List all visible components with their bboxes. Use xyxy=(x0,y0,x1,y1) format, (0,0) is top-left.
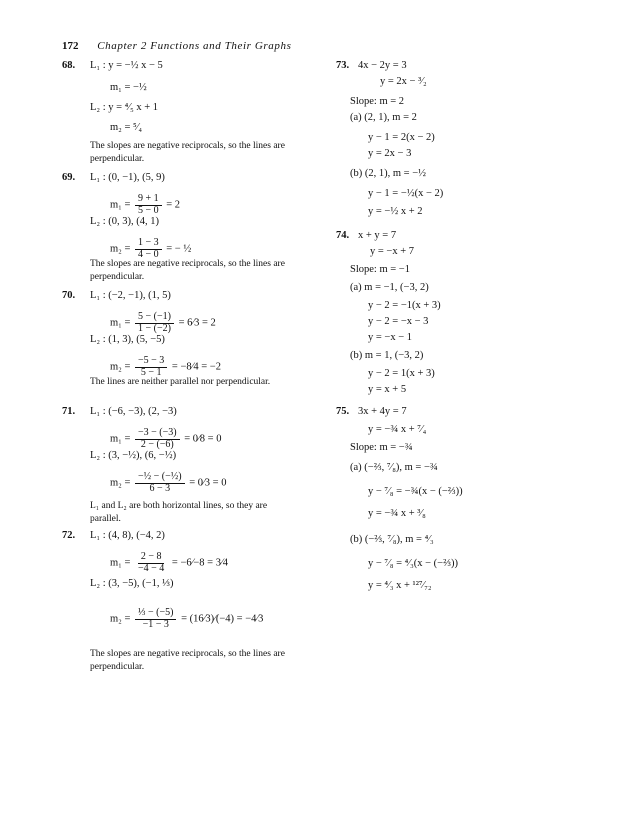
math-line: m₁ = $\frac{5 - (-1)}{1 - (-2)}$ = 6⁄3 = 2 xyxy=(110,311,216,334)
math-line: y − 1 = 2(x − 2) xyxy=(368,132,435,143)
conclusion-text: The slopes are negative reciprocals, so the lines are perpendicular. xyxy=(90,649,285,672)
math-line: L₁ : y = −½ x − 5 xyxy=(90,60,163,71)
math-line: y − 2 = 1(x + 3) xyxy=(368,368,435,379)
math-line: y = −¾ x + ⁷⁄₄ xyxy=(368,424,427,435)
math-line: y − ⁷⁄₈ = −¾(x − (−⅔)) xyxy=(368,486,463,497)
fraction: $\frac{\text{−½ − (−½)}}{6 - 3}$ xyxy=(135,472,185,494)
math-line: m₂ = $\frac{1 - 3}{4 - 0}$ = − ½ xyxy=(110,237,192,260)
fraction: $\frac{5 - (-1)}{1 - (-2)}$ xyxy=(135,312,174,334)
math-line: y − 1 = −½(x − 2) xyxy=(368,188,444,199)
math-line: y − 2 = −x − 3 xyxy=(368,316,429,327)
math-line: 3x + 4y = 7 xyxy=(358,406,407,417)
math-line: L₁ : (0, −1), (5, 9) xyxy=(90,172,165,183)
math-line: L₁ : (−2, −1), (1, 5) xyxy=(90,290,171,301)
math-line: L₂ : (3, −½), (6, −½) xyxy=(90,450,177,461)
math-line: y = ⁴⁄₃ x + ¹²⁷⁄₇₂ xyxy=(368,580,432,591)
left-problem-number: 68. xyxy=(62,60,76,71)
math-line: (b) m = 1, (−3, 2) xyxy=(350,350,424,361)
right-problem-number: 74. xyxy=(336,230,350,241)
conclusion-text: The slopes are negative reciprocals, so the lines are perpendicular. xyxy=(90,141,285,164)
math-line: L₂ : (3, −5), (−1, ⅓) xyxy=(90,578,174,589)
math-line: (a) (−⅔, ⁷⁄₈), m = −¾ xyxy=(350,462,438,473)
math-line: m₁ = −½ xyxy=(110,82,147,93)
math-line: y = −x + 7 xyxy=(370,246,415,257)
math-line: (b) (−⅔, ⁷⁄₈), m = ⁴⁄₃ xyxy=(350,534,434,545)
math-line: x + y = 7 xyxy=(358,230,397,241)
math-line: m₁ = $\frac{9 + 1}{5 - 0}$ = 2 xyxy=(110,193,181,216)
math-line: y = −½ x + 2 xyxy=(368,206,423,217)
math-line: y = 2x − 3 xyxy=(368,148,412,159)
math-line: Slope: m = −¾ xyxy=(350,442,413,453)
math-line: y = −¾ x + ³⁄₈ xyxy=(368,508,426,519)
math-line: m₂ = $\frac{\text{⅓ − (−5)}}{-1 - 3}$ = (16⁄3)⁄(−4) = −4⁄3 xyxy=(110,607,264,630)
math-line: y = −x − 1 xyxy=(368,332,413,343)
left-problem-number: 71. xyxy=(62,406,76,417)
fraction: $\frac{2 - 8}{-4 - 4}$ xyxy=(138,551,165,574)
math-line: L₁ : (−6, −3), (2, −3) xyxy=(90,406,177,417)
page-header xyxy=(62,40,292,52)
math-line: L₂ : (1, 3), (5, −5) xyxy=(90,334,165,345)
fraction: $\frac{\text{⅓ − (−5)}}{-1 - 3}$ xyxy=(135,608,176,630)
fraction: $\frac{1 - 3}{4 - 0}$ xyxy=(135,238,162,260)
fraction: $\frac{-3 - (-3)}{2 - (-6)}$ xyxy=(135,428,180,450)
math-line: m₁ = $\frac{2 - 8}{-4 - 4}$ = −6⁄−8 = 3⁄4 xyxy=(110,551,228,574)
math-line: m₂ = $\frac{\text{−½ − (−½)}}{6 - 3}$ = 0⁄3 = 0 xyxy=(110,471,227,494)
math-line: Slope: m = 2 xyxy=(350,96,405,107)
math-line: L₂ : y = ⁴⁄₅ x + 1 xyxy=(90,102,159,113)
left-problem-number: 69. xyxy=(62,172,76,183)
math-line: (a) (2, 1), m = 2 xyxy=(350,112,417,123)
fraction: $\frac{-5 - 3}{5 - 1}$ xyxy=(135,356,167,378)
math-line: (b) (2, 1), m = −½ xyxy=(350,168,426,179)
math-line: y − ⁷⁄₈ = ⁴⁄₃(x − (−⅔)) xyxy=(368,558,458,569)
math-line: (a) m = −1, (−3, 2) xyxy=(350,282,429,293)
math-line: y − 2 = −1(x + 3) xyxy=(368,300,441,311)
math-line: L₂ : (0, 3), (4, 1) xyxy=(90,216,159,227)
fraction: $\frac{9 + 1}{5 - 0}$ xyxy=(135,194,162,216)
math-line: L₁ : (4, 8), (−4, 2) xyxy=(90,530,165,541)
right-problem-number: 73. xyxy=(336,60,350,71)
math-line: y = 2x − ³⁄₂ xyxy=(380,76,427,87)
math-line: 4x − 2y = 3 xyxy=(358,60,407,71)
math-line: m₁ = $\frac{-3 - (-3)}{2 - (-6)}$ = 0⁄8 = 0 xyxy=(110,427,222,450)
conclusion-text: L₁ and L₂ are both horizontal lines, so they are parallel. xyxy=(90,501,268,524)
conclusion-text: The lines are neither parallel nor perpendicular. xyxy=(90,377,271,387)
right-problem-number: 75. xyxy=(336,406,350,417)
chapter-title: Chapter 2 Functions and Their Graphs xyxy=(97,40,292,52)
math-line: Slope: m = −1 xyxy=(350,264,410,275)
math-line: y = x + 5 xyxy=(368,384,407,395)
math-line: m₂ = ⁵⁄₄ xyxy=(110,122,143,133)
page-number: 172 xyxy=(62,40,79,52)
conclusion-text: The slopes are negative reciprocals, so the lines are perpendicular. xyxy=(90,259,285,282)
math-line: m₂ = $\frac{-5 - 3}{5 - 1}$ = −8⁄4 = −2 xyxy=(110,355,221,378)
left-problem-number: 70. xyxy=(62,290,76,301)
left-problem-number: 72. xyxy=(62,530,76,541)
